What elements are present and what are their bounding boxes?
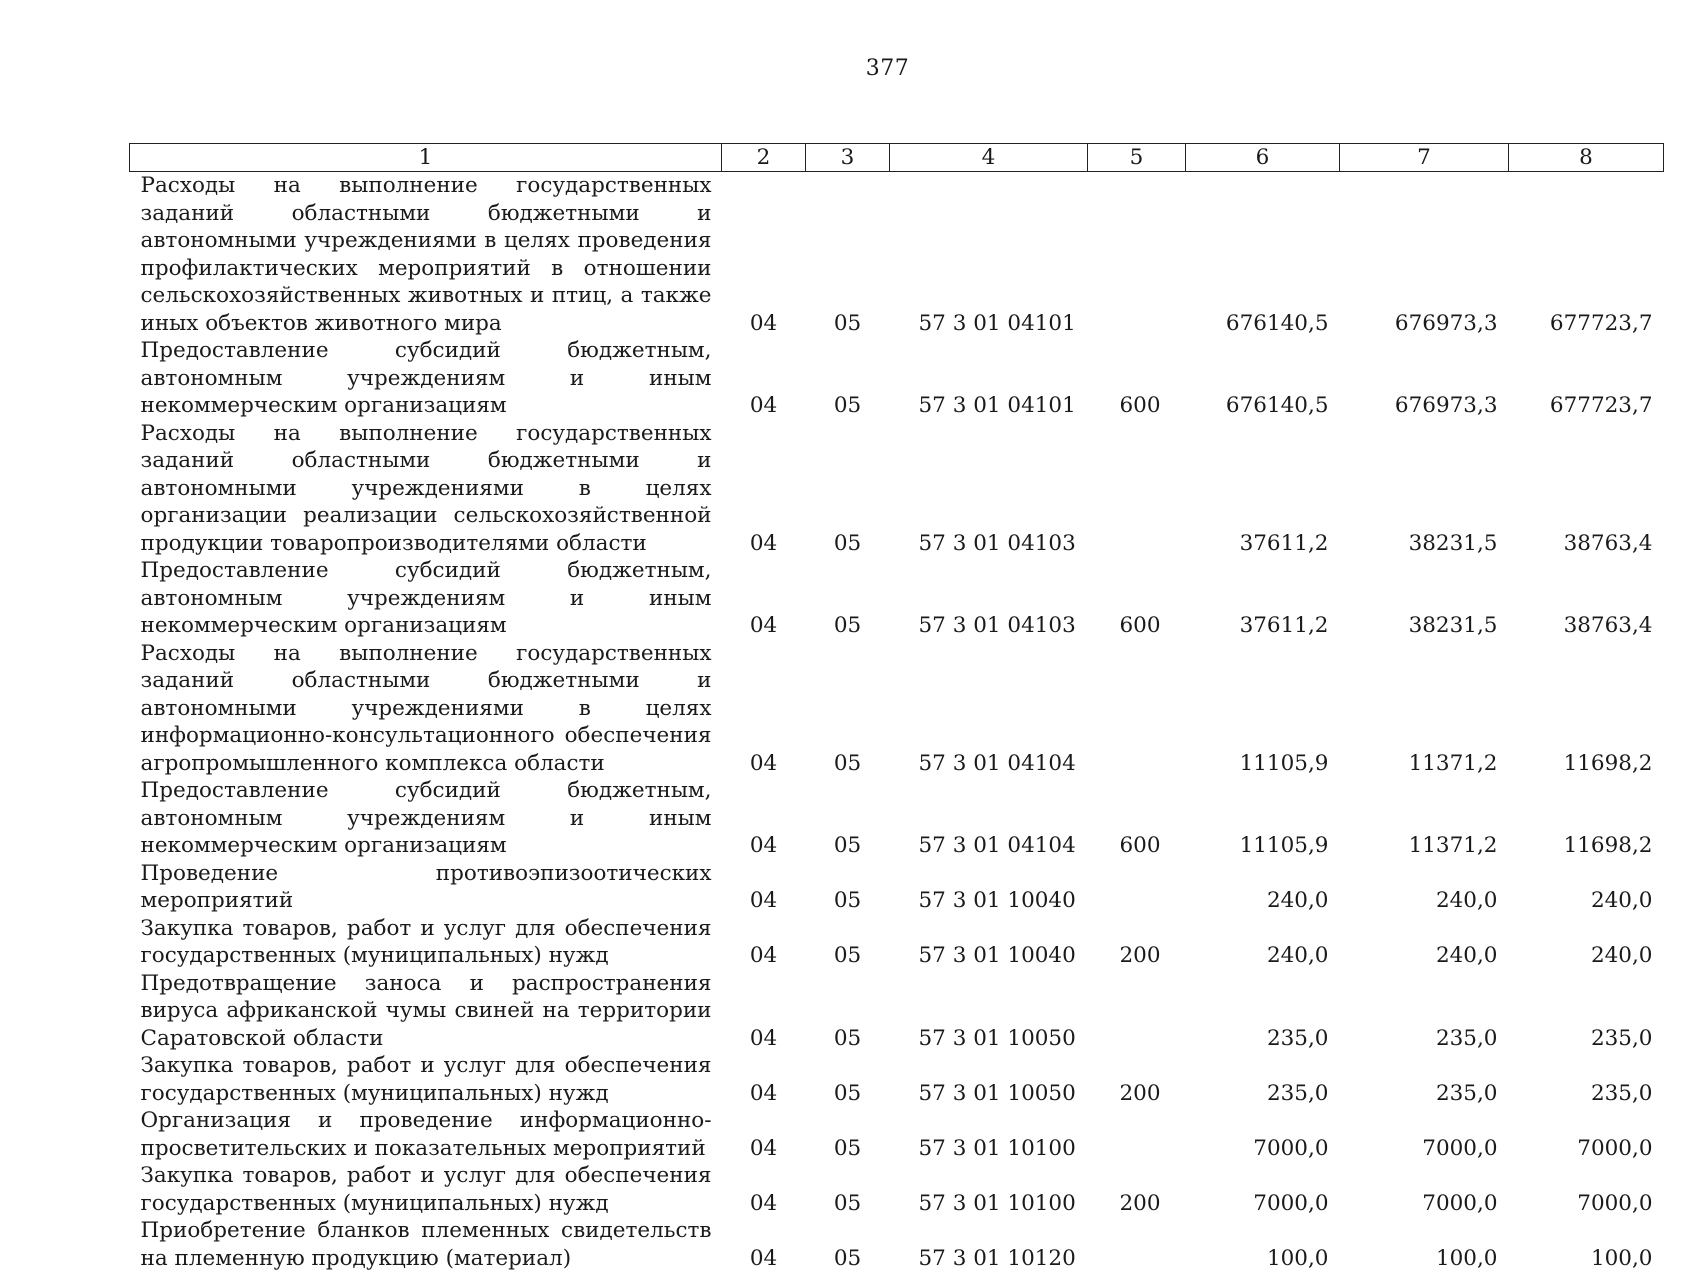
row-amount-year1: 235,0 (1186, 970, 1340, 1053)
row-amount-year3: 677723,7 (1509, 172, 1664, 338)
row-amount-year1: 37611,2 (1186, 557, 1340, 640)
row-amount-year3: 7000,0 (1509, 1107, 1664, 1162)
row-amount-year1: 240,0 (1186, 860, 1340, 915)
row-amount-year3: 235,0 (1509, 970, 1664, 1053)
row-section: 04 (722, 860, 806, 915)
row-target-code: 57 3 01 10050 (890, 1052, 1088, 1107)
row-description: Проведение противоэпизоотических мероприятий (130, 860, 722, 915)
row-subsection: 05 (806, 860, 890, 915)
table-header (130, 144, 1664, 172)
table-row (130, 1107, 1664, 1162)
row-amount-year3: 7000,0 (1509, 1162, 1664, 1217)
row-expense-type: 600 (1088, 337, 1186, 420)
row-expense-type (1088, 1107, 1186, 1162)
row-amount-year1: 235,0 (1186, 1052, 1340, 1107)
row-amount-year2: 240,0 (1340, 860, 1509, 915)
row-target-code: 57 3 01 04103 (890, 420, 1088, 558)
row-section: 04 (722, 777, 806, 860)
row-target-code: 57 3 01 04103 (890, 557, 1088, 640)
table-row (130, 172, 1664, 338)
row-amount-year2: 676973,3 (1340, 172, 1509, 338)
row-expense-type (1088, 860, 1186, 915)
row-amount-year3: 240,0 (1509, 915, 1664, 970)
row-amount-year1: 240,0 (1186, 915, 1340, 970)
row-amount-year3: 11698,2 (1509, 777, 1664, 860)
row-expense-type (1088, 172, 1186, 338)
table-row (130, 970, 1664, 1053)
row-subsection: 05 (806, 777, 890, 860)
row-amount-year3: 235,0 (1509, 1052, 1664, 1107)
row-amount-year2: 7000,0 (1340, 1162, 1509, 1217)
table-row (130, 860, 1664, 915)
table-row (130, 337, 1664, 420)
row-target-code: 57 3 01 10100 (890, 1162, 1088, 1217)
row-section: 04 (722, 557, 806, 640)
row-amount-year2: 676973,3 (1340, 337, 1509, 420)
row-amount-year2: 38231,5 (1340, 420, 1509, 558)
row-description: Предотвращение заноса и распространения вируса африканской чумы свиней на территории Саратовской области (130, 970, 722, 1053)
row-expense-type: 200 (1088, 1052, 1186, 1107)
row-subsection: 05 (806, 640, 890, 778)
row-description: Закупка товаров, работ и услуг для обеспечения государственных (муниципальных) нужд (130, 915, 722, 970)
header-col-2: 2 (722, 144, 806, 172)
budget-table (129, 143, 1664, 1272)
row-target-code: 57 3 01 10050 (890, 970, 1088, 1053)
header-col-8: 8 (1509, 144, 1664, 172)
row-amount-year3: 38763,4 (1509, 557, 1664, 640)
row-expense-type: 200 (1088, 1162, 1186, 1217)
row-amount-year3: 240,0 (1509, 860, 1664, 915)
row-subsection: 05 (806, 1052, 890, 1107)
page-number: 377 (0, 56, 1697, 81)
row-amount-year2: 11371,2 (1340, 640, 1509, 778)
row-description: Расходы на выполнение государственных заданий областными бюджетными и автономными учреждениями в целях проведения профилактических мероприятий в отношении сельскохозяйственных животных и птиц, а также иных объектов животного мира (130, 172, 722, 338)
row-description: Приобретение бланков племенных свидетельств на племенную продукцию (материал) (130, 1217, 722, 1272)
row-amount-year1: 7000,0 (1186, 1107, 1340, 1162)
table-row (130, 777, 1664, 860)
row-amount-year3: 677723,7 (1509, 337, 1664, 420)
row-expense-type (1088, 420, 1186, 558)
header-col-4: 4 (890, 144, 1088, 172)
table-row (130, 557, 1664, 640)
row-amount-year2: 11371,2 (1340, 777, 1509, 860)
row-section: 04 (722, 172, 806, 338)
row-target-code: 57 3 01 04104 (890, 777, 1088, 860)
row-expense-type (1088, 640, 1186, 778)
row-target-code: 57 3 01 10100 (890, 1107, 1088, 1162)
row-expense-type: 600 (1088, 777, 1186, 860)
row-amount-year2: 100,0 (1340, 1217, 1509, 1272)
header-col-6: 6 (1186, 144, 1340, 172)
row-target-code: 57 3 01 10040 (890, 915, 1088, 970)
row-amount-year1: 11105,9 (1186, 640, 1340, 778)
row-subsection: 05 (806, 1217, 890, 1272)
row-target-code: 57 3 01 10040 (890, 860, 1088, 915)
row-description: Предоставление субсидий бюджетным, автономным учреждениям и иным некоммерческим организациям (130, 777, 722, 860)
row-amount-year1: 7000,0 (1186, 1162, 1340, 1217)
row-description: Предоставление субсидий бюджетным, автономным учреждениям и иным некоммерческим организациям (130, 337, 722, 420)
table-body (130, 172, 1664, 1272)
header-col-5: 5 (1088, 144, 1186, 172)
row-section: 04 (722, 1162, 806, 1217)
header-col-1: 1 (130, 144, 722, 172)
row-amount-year2: 7000,0 (1340, 1107, 1509, 1162)
row-subsection: 05 (806, 172, 890, 338)
row-expense-type: 200 (1088, 915, 1186, 970)
row-section: 04 (722, 420, 806, 558)
table-row (130, 1162, 1664, 1217)
row-amount-year1: 37611,2 (1186, 420, 1340, 558)
row-target-code: 57 3 01 04101 (890, 172, 1088, 338)
row-amount-year2: 235,0 (1340, 970, 1509, 1053)
row-section: 04 (722, 1107, 806, 1162)
row-expense-type (1088, 970, 1186, 1053)
table-row (130, 1217, 1664, 1272)
row-description: Закупка товаров, работ и услуг для обеспечения государственных (муниципальных) нужд (130, 1052, 722, 1107)
row-description: Расходы на выполнение государственных заданий областными бюджетными и автономными учреждениями в целях организации реализации сельскохозяйственной продукции товаропроизводителями области (130, 420, 722, 558)
row-section: 04 (722, 970, 806, 1053)
row-target-code: 57 3 01 04104 (890, 640, 1088, 778)
row-amount-year1: 11105,9 (1186, 777, 1340, 860)
table-row (130, 640, 1664, 778)
row-expense-type (1088, 1217, 1186, 1272)
header-col-3: 3 (806, 144, 890, 172)
row-description: Организация и проведение информационно-просветительских и показательных мероприятий (130, 1107, 722, 1162)
row-amount-year2: 38231,5 (1340, 557, 1509, 640)
row-section: 04 (722, 915, 806, 970)
row-section: 04 (722, 337, 806, 420)
row-amount-year2: 235,0 (1340, 1052, 1509, 1107)
row-amount-year1: 676140,5 (1186, 172, 1340, 338)
row-target-code: 57 3 01 04101 (890, 337, 1088, 420)
row-subsection: 05 (806, 1162, 890, 1217)
row-subsection: 05 (806, 915, 890, 970)
table-row (130, 420, 1664, 558)
row-subsection: 05 (806, 970, 890, 1053)
row-amount-year3: 100,0 (1509, 1217, 1664, 1272)
row-section: 04 (722, 640, 806, 778)
row-description: Закупка товаров, работ и услуг для обеспечения государственных (муниципальных) нужд (130, 1162, 722, 1217)
row-target-code: 57 3 01 10120 (890, 1217, 1088, 1272)
row-subsection: 05 (806, 557, 890, 640)
row-amount-year3: 11698,2 (1509, 640, 1664, 778)
row-subsection: 05 (806, 1107, 890, 1162)
row-subsection: 05 (806, 337, 890, 420)
row-section: 04 (722, 1052, 806, 1107)
row-description: Предоставление субсидий бюджетным, автономным учреждениям и иным некоммерческим организациям (130, 557, 722, 640)
table-row (130, 915, 1664, 970)
row-subsection: 05 (806, 420, 890, 558)
row-amount-year3: 38763,4 (1509, 420, 1664, 558)
row-amount-year1: 100,0 (1186, 1217, 1340, 1272)
table-row (130, 1052, 1664, 1107)
row-description: Расходы на выполнение государственных заданий областными бюджетными и автономными учреждениями в целях информационно-консультационного обеспечения агропромышленного комплекса области (130, 640, 722, 778)
row-amount-year2: 240,0 (1340, 915, 1509, 970)
header-col-7: 7 (1340, 144, 1509, 172)
row-expense-type: 600 (1088, 557, 1186, 640)
row-amount-year1: 676140,5 (1186, 337, 1340, 420)
row-section: 04 (722, 1217, 806, 1272)
header-row (130, 144, 1664, 172)
